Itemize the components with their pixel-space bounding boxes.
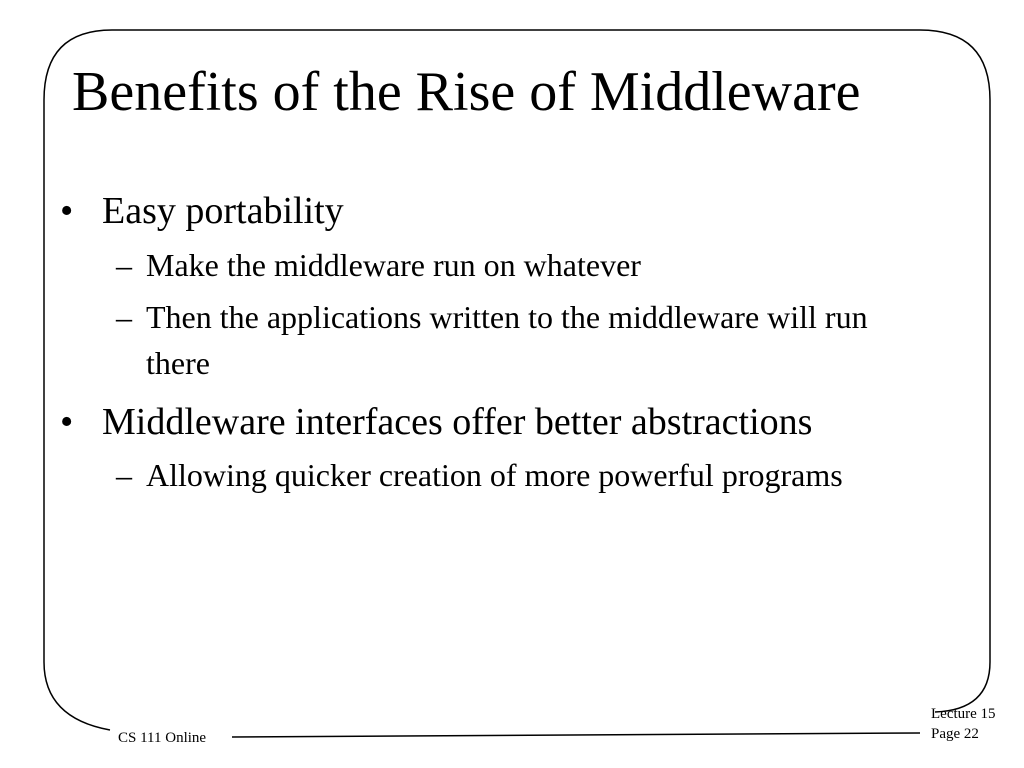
dash-marker: – (116, 298, 132, 335)
bullet-text: Middleware interfaces offer better abstractions (102, 400, 813, 443)
sub-bullet-text: Allowing quicker creation of more powerful programs (146, 457, 843, 494)
bullet-item (58, 399, 978, 447)
bullet-marker: • (60, 190, 74, 232)
bullet-item (58, 188, 978, 236)
sub-bullet-list (116, 242, 978, 387)
dash-marker: – (116, 246, 132, 283)
sub-bullet-text: Then the applications written to the middleware will run there (146, 298, 868, 382)
sub-bullet-list (116, 452, 978, 498)
sub-bullet-item (116, 242, 978, 288)
footer-course: CS 111 Online (118, 730, 207, 746)
slide-title: Benefits of the Rise of Middleware (72, 61, 861, 123)
footer-page-number: Page 22 (931, 726, 979, 743)
footer-lecture: Lecture 15 (931, 706, 996, 722)
sub-bullet-item (116, 294, 978, 387)
slide-body (58, 188, 978, 499)
footer-page-info (931, 704, 996, 745)
bullet-marker: • (60, 400, 74, 443)
sub-bullet-item (116, 452, 978, 498)
dash-marker: – (116, 457, 132, 494)
sub-bullet-text: Make the middleware run on whatever (146, 246, 641, 283)
bullet-text: Easy portability (102, 190, 344, 232)
footer-rule (232, 733, 920, 737)
